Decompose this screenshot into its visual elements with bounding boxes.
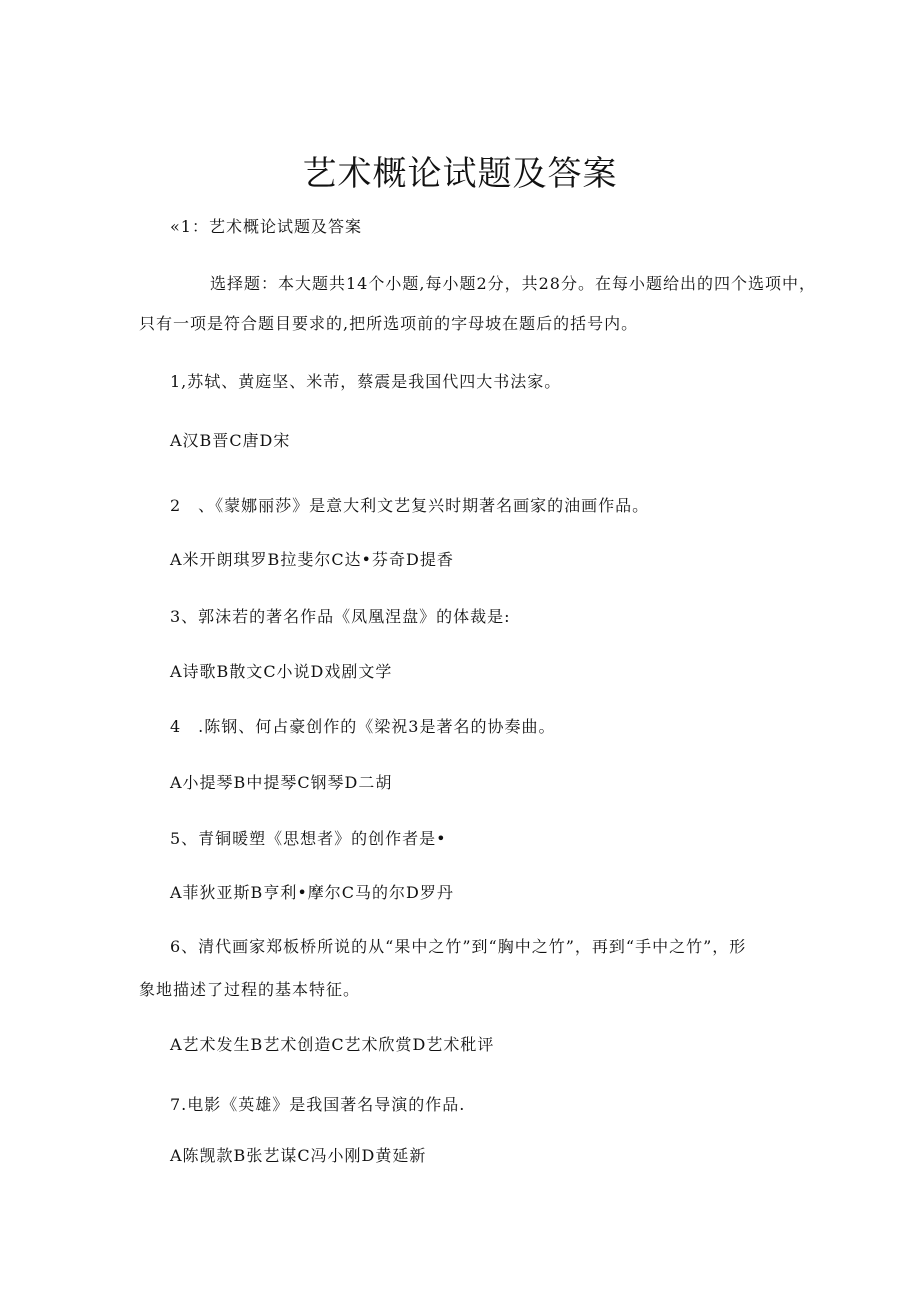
question-4: 4 .陈钢、何占豪创作的《梁祝3是著名的协奏曲。 xyxy=(170,717,556,736)
question-7: 7.电影《英雄》是我国著名导演的作品. xyxy=(170,1095,466,1114)
question-6-options: A艺术发生B艺术创造C艺术欣赏D艺术秕评 xyxy=(170,1035,495,1054)
question-3: 3、郭沫若的著名作品《凤凰涅盘》的体裁是: xyxy=(170,607,511,626)
question-2: 2 、《蒙娜丽莎》是意大利文艺复兴时期著名画家的油画作品。 xyxy=(170,496,650,515)
question-1: 1,苏轼、黄庭坚、米芾，蔡震是我国代四大书法家。 xyxy=(170,372,562,391)
question-2-options: A米开朗琪罗B拉斐尔C达•芬奇D提香 xyxy=(170,550,454,569)
question-6: 6、清代画家郑板桥所说的从“果中之竹”到“胸中之竹”，再到“手中之竹”，形 xyxy=(170,937,747,956)
page-title: 艺术概论试题及答案 xyxy=(302,154,618,194)
question-1-options: A汉B晋C唐D宋 xyxy=(170,431,291,450)
question-6-continued: 象地描述了过程的基本特征。 xyxy=(139,980,361,999)
question-5: 5、青铜暖塑《思想者》的创作者是• xyxy=(170,829,447,848)
intro-text-line-2: 只有一项是符合题目要求的,把所选项前的字母坡在题后的括号内。 xyxy=(139,314,639,333)
subtitle: «1：艺术概论试题及答案 xyxy=(170,217,362,236)
question-3-options: A诗歌B散文C小说D戏剧文学 xyxy=(170,662,393,681)
question-4-options: A小提琴B中提琴C钢琴D二胡 xyxy=(170,773,393,792)
intro-text-line-1: 选择题：本大题共14个小题,每小题2分，共28分。在每小题给出的四个选项中， xyxy=(210,274,816,293)
question-5-options: A菲狄亚斯B亨利•摩尔C马的尔D罗丹 xyxy=(170,883,454,902)
question-7-options: A陈觊款B张艺谋C冯小刚D黄延新 xyxy=(170,1146,427,1165)
